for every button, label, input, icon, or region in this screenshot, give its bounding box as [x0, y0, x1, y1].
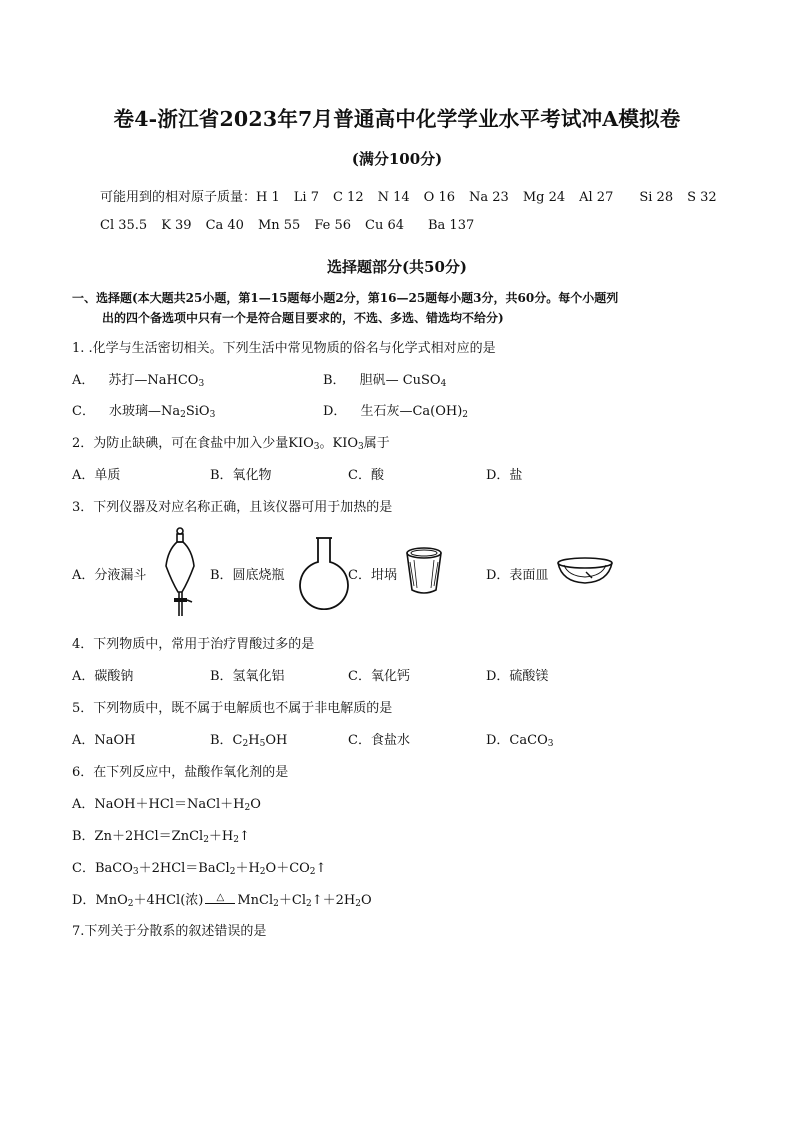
atomic-mass: Fe 56 [314, 218, 351, 233]
page-title: 卷4-浙江省2023年7月普通高中化学学业水平考试冲A模拟卷 [113, 107, 681, 131]
atomic-mass: Li 7 [293, 190, 319, 205]
atomic-mass-row-1 [100, 186, 731, 205]
atomic-mass-label: 可能用到的相对原子质量： [100, 190, 257, 205]
full-score: (满分100分) [351, 150, 443, 168]
question-6-option-c: C．$BaCO_3+2HCl=BaCl_2+H_2O+CO_2↑$ [72, 861, 327, 877]
heating-condition: △ [205, 893, 235, 904]
question-2-option-c: C．酸 [348, 468, 384, 483]
instruction-line-2: 出的四个备选项中只有一个是符合题目要求的，不选、多选、错选均不给分) [102, 311, 504, 325]
question-5-option-d: D．CaCO$_3$ [486, 733, 554, 749]
atomic-mass: Ca 40 [205, 218, 244, 233]
question-2-option-d: D．盐 [486, 468, 523, 483]
question-1-option-c: C． 水玻璃$—Na_2SiO_3$ [72, 404, 216, 420]
crucible-icon [404, 546, 444, 598]
atomic-mass: H 1 [256, 190, 280, 205]
question-2-option-b: B．氧化物 [210, 468, 272, 483]
atomic-mass: Cl 35.5 [100, 218, 148, 233]
atomic-mass: Cu 64 [365, 218, 404, 233]
question-1-option-d: D． 生石灰$—Ca(OH)_2$ [323, 404, 469, 420]
instruction-line-1: 一、选择题(本大题共25小题，第1—15题每小题2分，第16—25题每小题3分，共60分。每个小题列 [72, 291, 619, 305]
question-4-option-c: C．氧化钙 [348, 669, 410, 684]
question-3-option-b: B．圆底烧瓶 [210, 568, 285, 583]
question-7-stem: 7.下列关于分散系的叙述错误的是 [72, 924, 267, 939]
question-1-stem: 1. .化学与生活密切相关。下列生活中常见物质的俗名与化学式相对应的是 [72, 341, 496, 356]
question-4-stem: 4．下列物质中，常用于治疗胃酸过多的是 [72, 637, 315, 652]
question-6-stem: 6．在下列反应中，盐酸作氧化剂的是 [72, 765, 289, 780]
question-2-stem: 2．为防止缺碘，可在食盐中加入少量$KIO_3$。$KIO_3$属于 [72, 436, 390, 452]
question-5-option-c: C．食盐水 [348, 733, 410, 748]
atomic-mass: N 14 [377, 190, 410, 205]
question-3-option-a: A．分液漏斗 [72, 568, 147, 583]
atomic-mass: Al 27 [579, 190, 614, 205]
question-1-option-a: A． 苏打—NaHCO$_3$ [72, 373, 205, 389]
atomic-mass: Na 23 [469, 190, 509, 205]
atomic-mass: Mg 24 [522, 190, 566, 205]
question-3-stem: 3．下列仪器及对应名称正确，且该仪器可用于加热的是 [72, 500, 393, 515]
question-5-option-a: A．NaOH [72, 733, 136, 748]
question-4-option-a: A．碳酸钠 [72, 669, 134, 684]
question-3-option-d: D．表面皿 [486, 568, 549, 583]
atomic-mass: O 16 [423, 190, 455, 205]
atomic-mass: S 32 [687, 190, 717, 205]
question-6-option-d: D．MnO$_2$＋4HCl(浓) △ $MnCl_2+Cl_2↑+2H_2O$ [72, 892, 372, 909]
question-4-option-b: B．氢氧化铝 [210, 669, 285, 684]
round-bottom-flask-icon [294, 536, 354, 610]
atomic-mass: Mn 55 [257, 218, 301, 233]
question-5-stem: 5．下列物质中，既不属于电解质也不属于非电解质的是 [72, 701, 393, 716]
question-4-option-d: D．硫酸镁 [486, 669, 549, 684]
atomic-mass: C 12 [332, 190, 364, 205]
question-5-option-b: B．$C_2H_5OH$ [210, 733, 288, 749]
question-6-option-b: B．$Zn+2HCl=ZnCl_2+H_2↑$ [72, 829, 250, 845]
separatory-funnel-icon [162, 526, 198, 618]
section-title: 选择题部分(共50分) [326, 258, 468, 276]
question-6-option-a: A．$NaOH+HCl=NaCl+H_2O$ [72, 797, 261, 813]
atomic-mass: Ba 137 [428, 218, 475, 233]
atomic-mass-row-2 [100, 218, 488, 233]
atomic-mass: K 39 [161, 218, 192, 233]
watch-glass-icon [556, 556, 614, 586]
question-1-option-b: B． 胆矾— CuSO$_4$ [323, 373, 447, 389]
question-3-option-c: C．坩埚 [348, 568, 397, 583]
atomic-mass: Si 28 [639, 190, 674, 205]
question-2-option-a: A．单质 [72, 468, 121, 483]
